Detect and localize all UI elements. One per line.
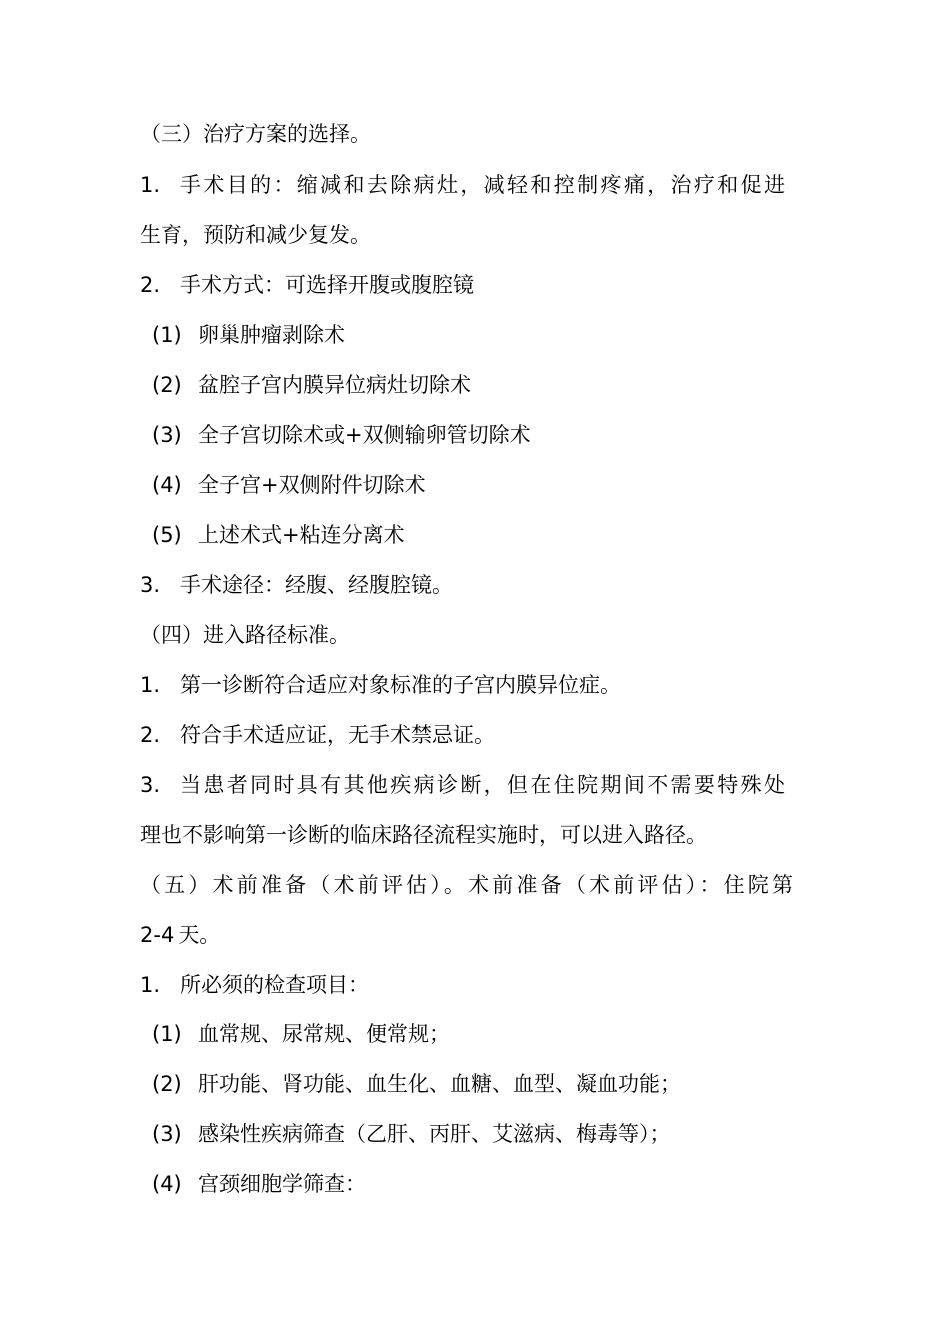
list-item-surgery-purpose xyxy=(140,170,785,200)
item-number: (3) xyxy=(152,423,182,447)
section-heading-pathway-criteria xyxy=(140,620,350,650)
sub-item xyxy=(152,520,405,550)
paragraph-continuation xyxy=(140,820,707,850)
item-text: 肝功能、肾功能、血生化、血糖、血型、凝血功能； xyxy=(198,1072,681,1096)
list-item xyxy=(140,720,495,750)
item-text: 符合手术适应证，无手术禁忌证。 xyxy=(180,723,495,747)
item-text: 全子宫切除术或+双侧输卵管切除术 xyxy=(198,423,531,447)
item-number: 3. xyxy=(140,573,161,597)
sub-item xyxy=(152,470,426,500)
item-text: 盆腔子宫内膜异位病灶切除术 xyxy=(198,373,471,397)
list-item-required-tests xyxy=(140,970,369,1000)
item-number: (4) xyxy=(152,473,182,497)
item-text: 血常规、尿常规、便常规； xyxy=(198,1022,450,1046)
item-text: 宫颈细胞学筛查： xyxy=(198,1172,366,1196)
item-text: 感染性疾病筛查（乙肝、丙肝、艾滋病、梅毒等）； xyxy=(198,1122,671,1146)
item-text: 当患者同时具有其他疾病诊断，但在住院期间不需要特殊处 xyxy=(180,773,785,797)
sub-item xyxy=(152,320,345,350)
heading-text: （三）治疗方案的选择。 xyxy=(140,122,371,146)
sub-item xyxy=(152,370,471,400)
item-text: 生育，预防和减少复发。 xyxy=(140,223,371,247)
item-number: 3. xyxy=(140,773,161,797)
paragraph-continuation xyxy=(140,220,371,250)
day-range: 2-4 xyxy=(140,923,175,947)
item-number: 1. xyxy=(140,673,161,697)
item-number: (1) xyxy=(152,323,182,347)
list-item xyxy=(140,770,785,800)
item-number: (3) xyxy=(152,1122,182,1146)
item-number: 2. xyxy=(140,723,161,747)
item-number: (2) xyxy=(152,1072,182,1096)
item-text: 上述术式+粘连分离术 xyxy=(198,523,405,547)
item-number: 1. xyxy=(140,173,161,197)
item-text: 天。 xyxy=(178,923,221,947)
sub-item xyxy=(152,1069,681,1099)
section-heading-preop xyxy=(140,870,793,900)
item-number: (4) xyxy=(152,1172,182,1196)
sub-item xyxy=(152,1019,450,1049)
sub-item xyxy=(152,1119,671,1149)
item-text: 手术方式：可选择开腹或腹腔镜 xyxy=(180,273,474,297)
item-text: 理也不影响第一诊断的临床路径流程实施时，可以进入路径。 xyxy=(140,823,707,847)
item-text: 手术途径：经腹、经腹腔镜。 xyxy=(180,573,453,597)
item-number: 1. xyxy=(140,973,161,997)
section-heading-treatment xyxy=(140,119,371,149)
heading-text: （五）术前准备（术前评估）。术前准备（术前评估）：住院第 xyxy=(140,873,793,897)
item-number: (2) xyxy=(152,373,182,397)
item-text: 卵巢肿瘤剥除术 xyxy=(198,323,345,347)
item-number: 2. xyxy=(140,273,161,297)
list-item-surgery-method xyxy=(140,270,474,300)
item-text: 第一诊断符合适应对象标准的子宫内膜异位症。 xyxy=(180,673,621,697)
item-text: 所必须的检查项目： xyxy=(180,973,369,997)
heading-text: （四）进入路径标准。 xyxy=(140,623,350,647)
item-text: 手术目的：缩减和去除病灶，减轻和控制疼痛，治疗和促进 xyxy=(180,173,785,197)
sub-item xyxy=(152,420,531,450)
list-item-surgery-route xyxy=(140,570,453,600)
item-number: (1) xyxy=(152,1022,182,1046)
sub-item xyxy=(152,1169,366,1199)
item-number: (5) xyxy=(152,523,182,547)
item-text: 全子宫+双侧附件切除术 xyxy=(198,473,426,497)
list-item xyxy=(140,670,621,700)
paragraph-continuation xyxy=(140,920,220,950)
